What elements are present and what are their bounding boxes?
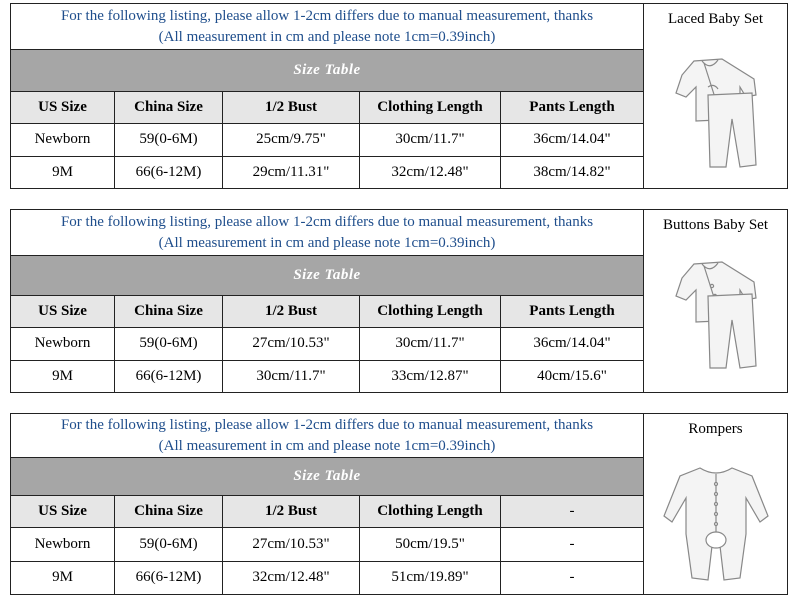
table-cell: 50cm/19.5" — [360, 528, 501, 562]
column-header: US Size — [11, 496, 115, 528]
table-cell: Newborn — [11, 328, 115, 361]
table-cell: 51cm/19.89" — [360, 561, 501, 595]
table-cell: 30cm/11.7" — [360, 124, 501, 157]
table-cell: 38cm/14.82" — [501, 156, 644, 189]
table-cell: 27cm/10.53" — [223, 528, 360, 562]
measurement-note-line1: For the following listing, please allow 1-2cm differs due to manual measurement, thanks — [60, 416, 594, 433]
column-header: China Size — [115, 296, 223, 328]
column-header: Pants Length — [501, 92, 644, 124]
table-cell: 32cm/12.48" — [223, 561, 360, 595]
size-table — [10, 209, 644, 393]
column-header: 1/2 Bust — [223, 92, 360, 124]
table-cell: 9M — [11, 561, 115, 595]
buttons-baby-set-icon — [656, 252, 776, 372]
size-table-laced-baby-set — [10, 3, 789, 189]
table-cell: 33cm/12.87" — [360, 360, 501, 393]
column-header: 1/2 Bust — [223, 496, 360, 528]
measurement-note-line1: For the following listing, please allow 1-2cm differs due to manual measurement, thanks — [60, 213, 594, 230]
column-header: - — [501, 496, 644, 528]
product-label: Laced Baby Set — [668, 11, 763, 27]
size-table — [10, 413, 644, 595]
table-cell: 66(6-12M) — [115, 156, 223, 189]
measurement-note — [11, 414, 644, 458]
table-cell: Newborn — [11, 124, 115, 157]
table-cell: 66(6-12M) — [115, 360, 223, 393]
size-table-title: Size Table — [11, 256, 644, 296]
table-cell: - — [501, 528, 644, 562]
table-cell: 30cm/11.7" — [360, 328, 501, 361]
column-header: Clothing Length — [360, 296, 501, 328]
table-row — [11, 156, 644, 189]
table-cell: 25cm/9.75" — [223, 124, 360, 157]
table-cell: - — [501, 561, 644, 595]
laced-baby-set-icon — [656, 49, 776, 169]
measurement-note-line2: (All measurement in cm and please note 1cm=0.39inch) — [158, 234, 496, 251]
column-header: US Size — [11, 92, 115, 124]
size-table-title: Size Table — [11, 458, 644, 496]
measurement-note-line1: For the following listing, please allow 1-2cm differs due to manual measurement, thanks — [60, 7, 594, 24]
table-cell: 40cm/15.6" — [501, 360, 644, 393]
product-panel — [643, 413, 788, 595]
table-cell: 66(6-12M) — [115, 561, 223, 595]
measurement-note — [11, 210, 644, 256]
product-panel — [643, 3, 788, 189]
column-header: Clothing Length — [360, 496, 501, 528]
column-header: 1/2 Bust — [223, 296, 360, 328]
size-table-title: Size Table — [11, 50, 644, 92]
measurement-note — [11, 4, 644, 50]
table-cell: Newborn — [11, 528, 115, 562]
column-header: US Size — [11, 296, 115, 328]
size-table-rompers — [10, 413, 789, 595]
product-panel — [643, 209, 788, 393]
table-row — [11, 561, 644, 595]
table-row — [11, 360, 644, 393]
table-cell: 36cm/14.04" — [501, 124, 644, 157]
measurement-note-line2: (All measurement in cm and please note 1cm=0.39inch) — [158, 28, 496, 45]
column-header: China Size — [115, 92, 223, 124]
table-row — [11, 124, 644, 157]
table-cell: 59(0-6M) — [115, 124, 223, 157]
table-row — [11, 328, 644, 361]
table-cell: 29cm/11.31" — [223, 156, 360, 189]
size-table — [10, 3, 644, 189]
product-label: Buttons Baby Set — [662, 217, 768, 233]
table-row — [11, 528, 644, 562]
measurement-note-line2: (All measurement in cm and please note 1cm=0.39inch) — [158, 437, 496, 454]
romper-icon — [656, 454, 776, 584]
column-header: China Size — [115, 496, 223, 528]
product-label: Rompers — [688, 421, 743, 437]
table-cell: 59(0-6M) — [115, 528, 223, 562]
size-table-buttons-baby-set — [10, 209, 789, 393]
table-cell: 36cm/14.04" — [501, 328, 644, 361]
table-cell: 32cm/12.48" — [360, 156, 501, 189]
table-cell: 9M — [11, 360, 115, 393]
column-header: Pants Length — [501, 296, 644, 328]
table-cell: 59(0-6M) — [115, 328, 223, 361]
table-cell: 27cm/10.53" — [223, 328, 360, 361]
column-header: Clothing Length — [360, 92, 501, 124]
table-cell: 9M — [11, 156, 115, 189]
table-cell: 30cm/11.7" — [223, 360, 360, 393]
